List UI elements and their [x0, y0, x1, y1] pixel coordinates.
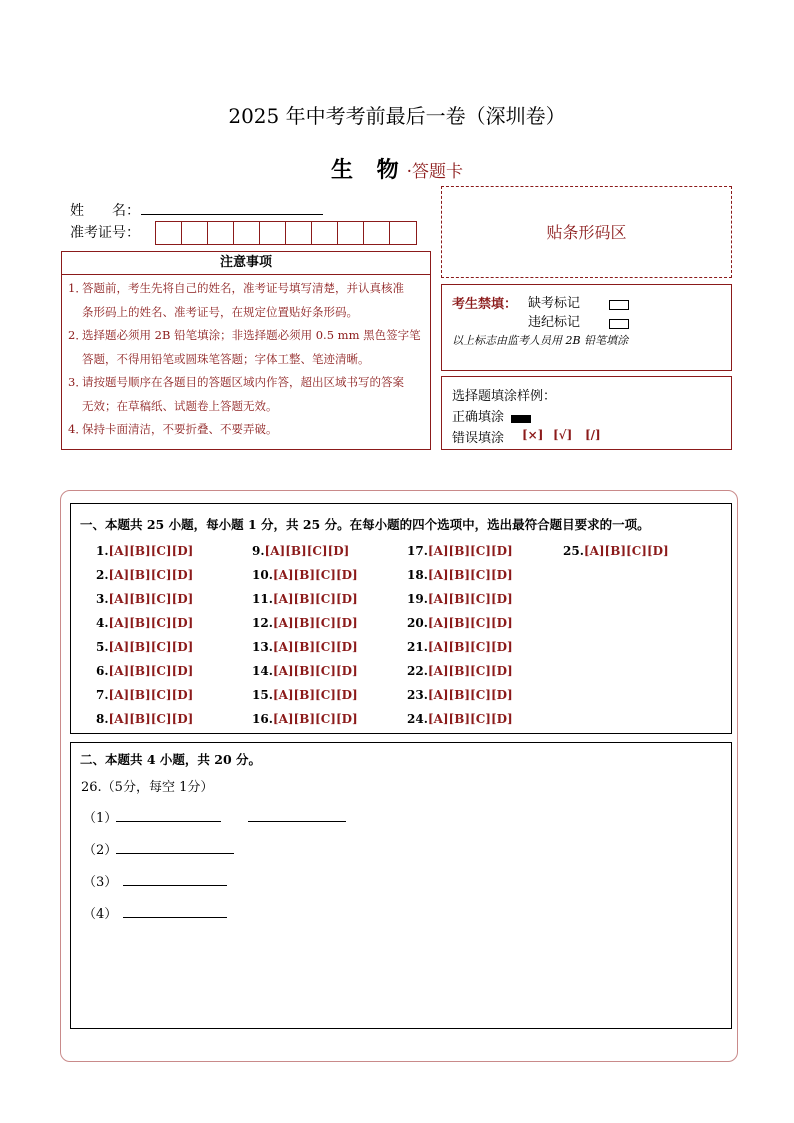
choice-question[interactable]	[407, 664, 513, 678]
prohibit-note: 以上标志由监考人员用 2B 铅笔填涂	[452, 334, 629, 347]
answer-options[interactable]: [A][B][C][D]	[272, 712, 358, 726]
answer-options[interactable]: [A][B][C][D]	[427, 688, 513, 702]
choice-question[interactable]	[252, 592, 358, 606]
page-title: 2025 年中考考前最后一卷（深圳卷）	[228, 104, 566, 128]
prohibit-label: 考生禁填：	[452, 297, 518, 312]
choice-question[interactable]	[96, 688, 193, 702]
answer-options[interactable]: [A][B][C][D]	[427, 544, 513, 558]
answer-options[interactable]: [A][B][C][D]	[583, 544, 669, 558]
wrong-mark-1: [×]	[522, 428, 544, 442]
choice-question[interactable]	[407, 592, 513, 606]
question-number: 10.	[252, 568, 273, 582]
choice-question[interactable]	[252, 616, 358, 630]
question-number: 5.	[96, 640, 109, 654]
question-number: 13.	[252, 640, 273, 654]
subject-title	[0, 153, 794, 184]
notice-item-text: 答题，不得用铅笔或圆珠笔答题；字体工整、笔迹清晰。	[82, 351, 370, 366]
answer-options[interactable]: [A][B][C][D]	[427, 616, 513, 630]
choice-question[interactable]	[252, 544, 349, 558]
id-number-grid[interactable]	[155, 221, 417, 245]
question-number: 20.	[407, 616, 428, 630]
sub-question-3: （3）	[83, 875, 118, 890]
id-cell[interactable]	[234, 222, 260, 244]
prohibit-box	[441, 284, 732, 371]
answer-options[interactable]: [A][B][C][D]	[108, 640, 194, 654]
name-label: 姓 名：	[70, 203, 140, 219]
answer-blank[interactable]	[116, 807, 221, 822]
id-cell[interactable]	[286, 222, 312, 244]
id-cell[interactable]	[338, 222, 364, 244]
answer-blank[interactable]	[123, 903, 227, 918]
answer-options[interactable]: [A][B][C][D]	[427, 712, 513, 726]
question-number: 19.	[407, 592, 428, 606]
choice-question[interactable]	[407, 640, 513, 654]
question-number: 12.	[252, 616, 273, 630]
notice-item-text: 保持卡面清洁，不要折叠、不要弄破。	[82, 422, 278, 436]
answer-options[interactable]: [A][B][C][D]	[272, 664, 358, 678]
question-number: 16.	[252, 712, 273, 726]
answer-options[interactable]: [A][B][C][D]	[427, 568, 513, 582]
choice-question[interactable]	[407, 568, 513, 582]
wrong-mark-3: [/]	[585, 428, 601, 442]
barcode-area	[441, 186, 732, 278]
subject-name: 生 物	[330, 157, 407, 183]
absent-mark-box[interactable]	[609, 294, 629, 313]
choice-question[interactable]	[96, 640, 193, 654]
name-field[interactable]	[141, 196, 323, 215]
id-cell[interactable]	[364, 222, 390, 244]
answer-options[interactable]: [A][B][C][D]	[264, 544, 350, 558]
answer-options[interactable]: [A][B][C][D]	[427, 664, 513, 678]
notice-item	[62, 277, 430, 324]
choice-question[interactable]	[407, 712, 513, 726]
answer-options[interactable]: [A][B][C][D]	[272, 616, 358, 630]
answer-options[interactable]: [A][B][C][D]	[108, 592, 194, 606]
question-number: 22.	[407, 664, 428, 678]
question-number: 21.	[407, 640, 428, 654]
question-number: 15.	[252, 688, 273, 702]
notice-item-text: 请按题号顺序在各题目的答题区域内作答，超出区域书写的答案	[82, 375, 404, 389]
choice-question[interactable]	[252, 568, 358, 582]
choice-question[interactable]	[96, 568, 193, 582]
notice-item-text: 答题前，考生先将自己的姓名，准考证号填写清楚，并认真核准	[82, 281, 404, 295]
choice-question[interactable]	[252, 712, 358, 726]
choice-question[interactable]	[96, 592, 193, 606]
question-number: 3.	[96, 592, 109, 606]
id-cell[interactable]	[390, 222, 416, 244]
correct-fill-mark	[511, 408, 531, 427]
section-answer-heading: 二、本题共 4 小题，共 20 分。	[80, 752, 262, 767]
id-label: 准考证号：	[70, 225, 140, 241]
choice-question[interactable]	[96, 544, 193, 558]
question-number: 14.	[252, 664, 273, 678]
notice-item-text: 条形码上的姓名、准考证号，在规定位置贴好条形码。	[82, 304, 358, 319]
choice-question[interactable]	[96, 664, 193, 678]
violation-mark-box[interactable]	[609, 313, 629, 332]
fill-example-title: 选择题填涂样例：	[452, 389, 557, 404]
answer-options[interactable]: [A][B][C][D]	[272, 640, 358, 654]
answer-options[interactable]: [A][B][C][D]	[108, 664, 194, 678]
notice-list	[62, 275, 430, 442]
sub-question-2: （2）	[83, 843, 118, 858]
question-number: 25.	[563, 544, 584, 558]
question-number: 9.	[252, 544, 265, 558]
section-answer	[70, 742, 732, 1029]
fill-example-box	[441, 376, 732, 450]
wrong-mark-2: [√]	[553, 428, 573, 442]
violation-label: 违纪标记	[528, 315, 581, 330]
id-cell[interactable]	[208, 222, 234, 244]
wrong-fill-label: 错误填涂	[452, 431, 505, 446]
question-number: 1.	[96, 544, 109, 558]
question-number: 6.	[96, 664, 109, 678]
question-number: 8.	[96, 712, 109, 726]
subject-suffix: ·答题卡	[406, 162, 464, 182]
notice-item-number: 4．	[68, 422, 87, 436]
notice-item-number: 2．	[68, 328, 87, 342]
answer-blank[interactable]	[116, 839, 234, 854]
correct-fill-label: 正确填涂	[452, 410, 505, 425]
section-choice	[70, 503, 732, 734]
choice-question[interactable]	[407, 544, 513, 558]
question-26-label: 26.（5分，每空 1分）	[81, 780, 214, 795]
notice-item	[62, 371, 430, 418]
question-number: 18.	[407, 568, 428, 582]
question-number: 23.	[407, 688, 428, 702]
notice-item	[62, 418, 430, 442]
id-cell[interactable]	[156, 222, 182, 244]
answer-blank[interactable]	[248, 807, 346, 822]
answer-blank[interactable]	[123, 871, 227, 886]
notice-item-number: 1．	[68, 281, 87, 295]
answer-options[interactable]: [A][B][C][D]	[427, 640, 513, 654]
notice-item-text: 无效；在草稿纸、试题卷上答题无效。	[82, 398, 278, 413]
answer-options[interactable]: [A][B][C][D]	[108, 544, 194, 558]
notice-box	[61, 251, 431, 450]
barcode-label: 贴条形码区	[546, 223, 627, 242]
answer-options[interactable]: [A][B][C][D]	[108, 712, 194, 726]
answer-options[interactable]: [A][B][C][D]	[272, 688, 358, 702]
answer-options[interactable]: [A][B][C][D]	[272, 568, 358, 582]
question-number: 11.	[252, 592, 273, 606]
question-number: 17.	[407, 544, 428, 558]
id-cell[interactable]	[312, 222, 338, 244]
choice-question[interactable]	[252, 688, 358, 702]
choice-question[interactable]	[563, 544, 669, 558]
section-choice-heading: 一、本题共 25 小题，每小题 1 分，共 25 分。在每小题的四个选项中，选出最符合题目要求的一项。	[80, 517, 650, 532]
choice-question[interactable]	[96, 616, 193, 630]
notice-item-text: 选择题必须用 2B 铅笔填涂；非选择题必须用 0.5 mm 黑色签字笔	[82, 328, 421, 342]
answer-options[interactable]: [A][B][C][D]	[108, 568, 194, 582]
answer-options[interactable]: [A][B][C][D]	[427, 592, 513, 606]
notice-item	[62, 324, 430, 371]
absent-label: 缺考标记	[528, 296, 581, 311]
answer-options[interactable]: [A][B][C][D]	[272, 592, 358, 606]
choice-question[interactable]	[407, 616, 513, 630]
id-cell[interactable]	[182, 222, 208, 244]
notice-item-number: 3．	[68, 375, 87, 389]
answer-options[interactable]: [A][B][C][D]	[108, 688, 194, 702]
sub-question-4: （4）	[83, 907, 118, 922]
sub-question-1: （1）	[83, 811, 118, 826]
question-number: 4.	[96, 616, 109, 630]
choice-question[interactable]	[407, 688, 513, 702]
choice-question[interactable]	[252, 664, 358, 678]
question-number: 7.	[96, 688, 109, 702]
notice-heading: 注意事项	[62, 252, 430, 275]
choice-question[interactable]	[96, 712, 193, 726]
answer-options[interactable]: [A][B][C][D]	[108, 616, 194, 630]
choice-question[interactable]	[252, 640, 358, 654]
question-number: 24.	[407, 712, 428, 726]
id-cell[interactable]	[260, 222, 286, 244]
question-number: 2.	[96, 568, 109, 582]
